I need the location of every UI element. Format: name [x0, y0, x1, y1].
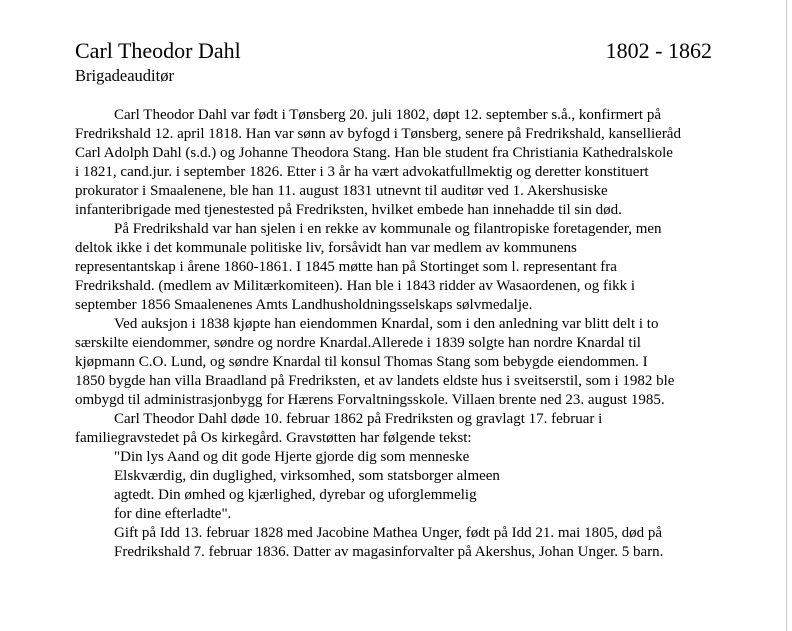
- page-edge-divider: [786, 0, 787, 631]
- biography-text: [75, 106, 715, 562]
- text-line: Ved auksjon i 1838 kjøpte han eiendommen Knardal, som i den anledning var blitt delt i to: [114, 316, 659, 332]
- document-header: [75, 36, 715, 66]
- text-line: "Din lys Aand og dit gode Hjerte gjorde dig som menneske: [114, 449, 470, 465]
- text-line: familiegravstedet på Os kirkegård. Gravstøtten har følgende tekst:: [75, 430, 472, 446]
- text-line: særskilte eiendommer, søndre og nordre Knardal.Allerede i 1839 solgte han nordre Knardal til: [75, 335, 641, 351]
- text-line: infanteribrigade med tjenestested på Fredriksten, hvilket embede han innehadde til sin død.: [75, 202, 622, 218]
- person-title: Brigadeauditør: [75, 66, 174, 85]
- text-line: Carl Theodor Dahl døde 10. februar 1862 på Fredriksten og gravlagt 17. februar i: [114, 411, 603, 427]
- text-line: agtedt. Din ømhed og kjærlighed, dyrebar og uforglemmelig: [114, 487, 477, 503]
- text-line: Fredrikshald 12. april 1818. Han var sønn av byfogd i Tønsberg, senere på Fredrikshald, kansellieråd: [75, 126, 681, 142]
- life-years: 1802 - 1862: [605, 38, 712, 63]
- text-line: september 1856 Smaalenenes Amts Landhusholdningsselskaps sølvmedalje.: [75, 297, 533, 313]
- text-line: for dine efterladte".: [114, 506, 232, 522]
- person-name: Carl Theodor Dahl: [75, 38, 241, 63]
- text-line: Gift på Idd 13. februar 1828 med Jacobine Mathea Unger, født på Idd 21. mai 1805, død på: [114, 525, 662, 541]
- text-line: kjøpmann C.O. Lund, og søndre Knardal til konsul Thomas Stang som bebygde eiendommen. I: [75, 354, 648, 370]
- text-line: ombygd til administrasjonbygg for Hærens Forvaltningsskole. Villaen brente ned 23. august 1985.: [75, 392, 665, 408]
- text-line: Fredrikshald. (medlem av Militærkomiteen). Han ble i 1843 ridder av Wasaordenen, og fikk i: [75, 278, 636, 294]
- text-line: Elskværdig, din duglighed, virksomhed, som statsborger almeen: [114, 468, 500, 484]
- text-line: deltok ikke i det kommunale politiske liv, forsåvidt han var medlem av kommunens: [75, 240, 577, 256]
- text-line: i 1821, cand.jur. i september 1826. Etter i 3 år ha vært advokatfullmektig og deretter konstituert: [75, 164, 649, 180]
- document-page: [75, 36, 715, 562]
- text-line: prokurator i Smaalenene, ble han 11. august 1831 utnevnt til auditør ved 1. Akershusiske: [75, 183, 608, 199]
- text-line: På Fredrikshald var han sjelen i en rekke av kommunale og filantropiske foretagender, men: [114, 221, 662, 237]
- text-line: Fredrikshald 7. februar 1836. Datter av magasinforvalter på Akershus, Johan Unger. 5 barn.: [114, 544, 664, 560]
- text-line: 1850 bygde han villa Braadland på Fredriksten, et av landets eldste hus i sveitserstil, som i 1982 ble: [75, 373, 675, 389]
- text-line: Carl Adolph Dahl (s.d.) og Johanne Theodora Stang. Han ble student fra Christiania Kathedralskole: [75, 145, 673, 161]
- text-line: representantskap i årene 1860-1861. I 1845 møtte han på Stortinget som l. representant fra: [75, 259, 617, 275]
- text-line: Carl Theodor Dahl var født i Tønsberg 20. juli 1802, døpt 12. september s.å., konfirmert på: [114, 107, 661, 123]
